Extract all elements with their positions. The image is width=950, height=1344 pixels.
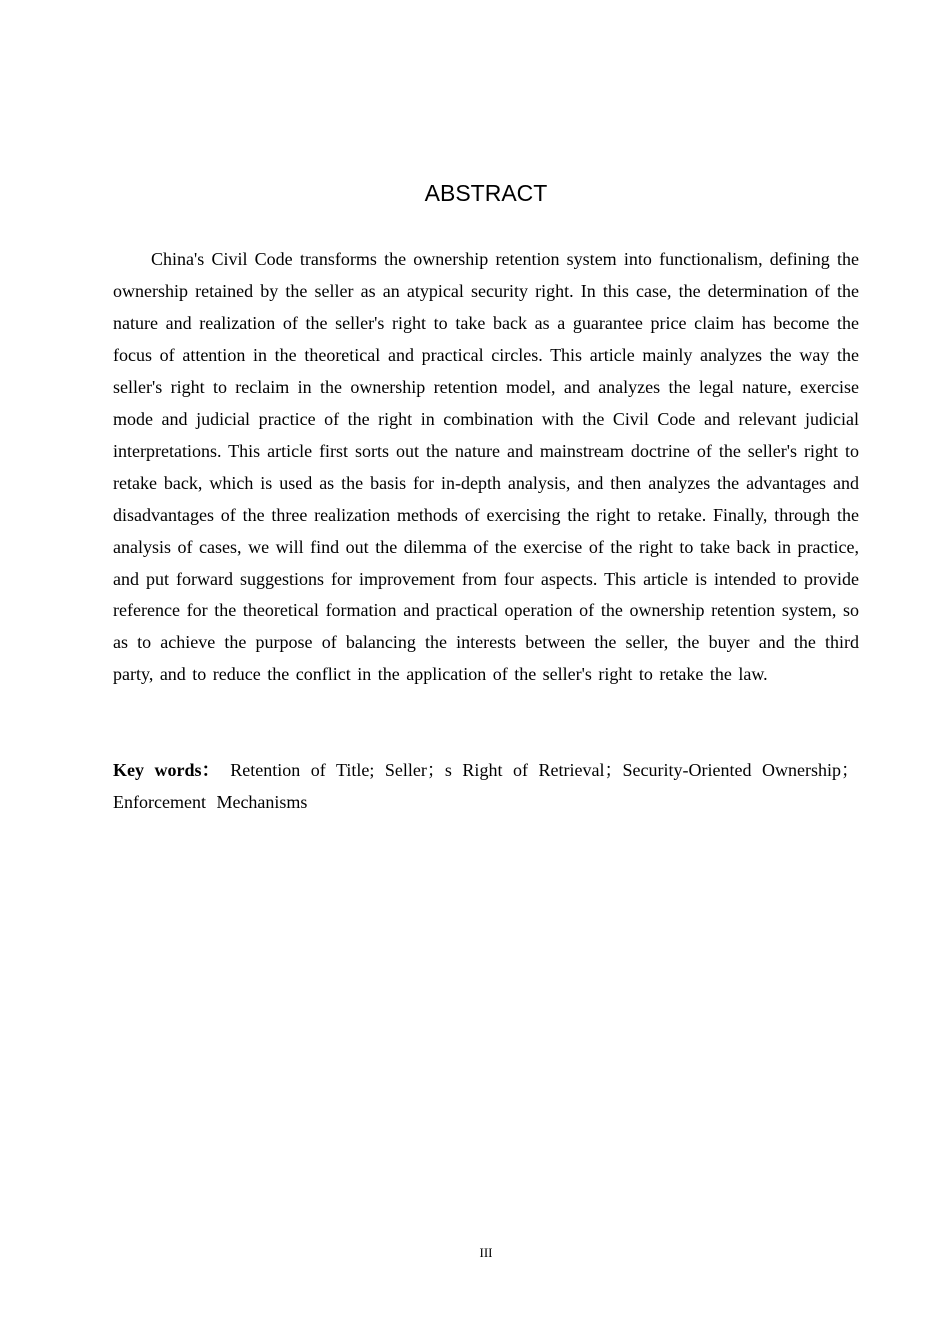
- abstract-heading: ABSTRACT: [424, 180, 548, 206]
- keywords-paragraph: [113, 755, 859, 819]
- abstract-body-paragraph: China's Civil Code transforms the ownership retention system into functionalism, defining the ownership retained by the seller as an atypical security right. In this case, the determination of the nature and realization of the seller's right to take back as a guarantee price claim has become the focus of attention in the theoretical and practical circles. This article mainly analyzes the way the seller's right to reclaim in the ownership retention model, and analyzes the legal nature, exercise mode and judicial practice of the right in combination with the Civil Code and relevant judicial interpretations. This article first sorts out the nature and mainstream doctrine of the seller's right to retake back, which is used as the basis for in-depth analysis, and then analyzes the advantages and disadvantages of the three realization methods of exercising the right to retake. Finally, through the analysis of cases, we will find out the dilemma of the exercise of the right to take back in practice, and put forward suggestions for improvement from four aspects. This article is intended to provide reference for the theoretical formation and practical operation of the ownership retention system, so as to achieve the purpose of balancing the interests between the seller, the buyer and the third party, and to reduce the conflict in the application of the seller's right to retake the law.: [113, 249, 859, 685]
- keywords-list: Retention of Title; Seller；s Right of Retrieval；Security-Oriented Ownership；Enforcement Mechanisms: [113, 760, 860, 812]
- keywords-label: Key words：: [113, 760, 220, 780]
- page-number: III: [479, 1245, 493, 1260]
